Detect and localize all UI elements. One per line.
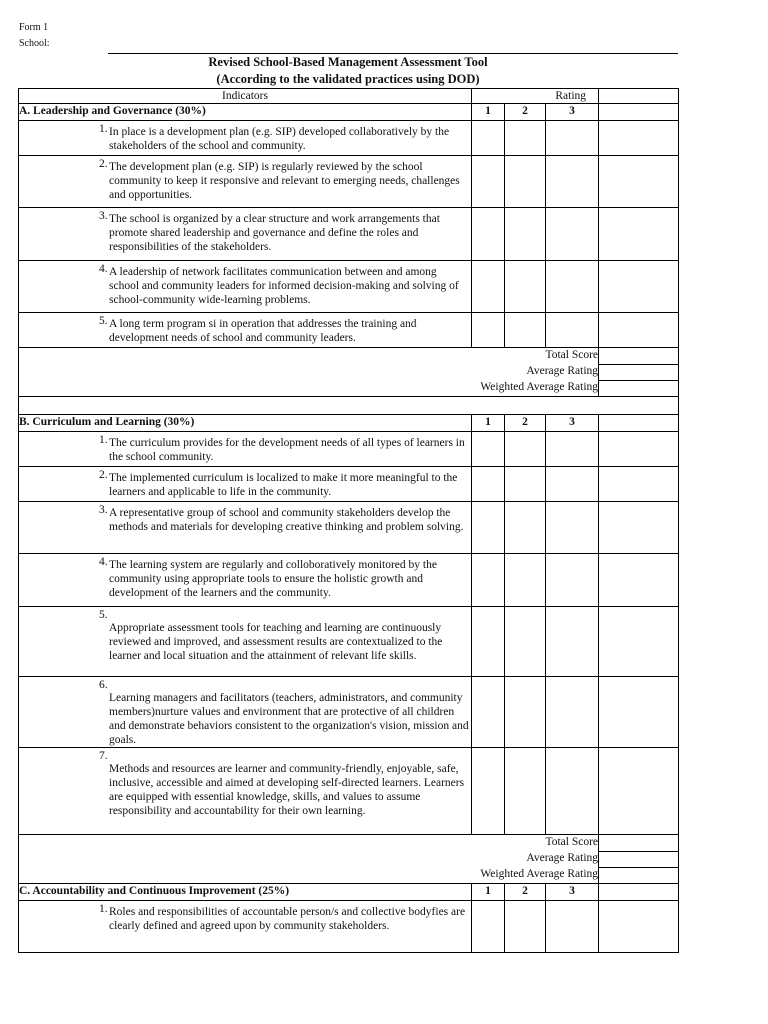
indicator-text: A long term program si in operation that addresses the training and development needs of school and community leaders. (109, 318, 417, 344)
rating-cell[interactable] (546, 261, 599, 313)
average-rating-label: Average Rating (19, 851, 599, 867)
section-row (19, 884, 679, 901)
indicator-number: 4. (99, 556, 108, 568)
indicator-row (19, 432, 679, 467)
indicator-row (19, 901, 679, 953)
indicator-text: Roles and responsibilities of accountable person/s and collective bodyfies are clearly defined and agreed upon by community stakeholders. (109, 906, 466, 932)
school-label: School: (19, 38, 50, 49)
indicator-number: 2. (99, 469, 108, 481)
indicator-number: 1. (99, 903, 108, 915)
indicator-row (19, 261, 679, 313)
indicator-number: 7. (99, 750, 108, 762)
indicator-row (19, 748, 679, 835)
rating-cell[interactable] (505, 748, 546, 835)
indicator-number: 1. (99, 434, 108, 446)
indicator-row (19, 121, 679, 156)
rating-col-3: 3 (546, 415, 599, 432)
assessment-table (18, 88, 679, 953)
indicator-number: 5. (99, 315, 108, 327)
rating-col-1: 1 (472, 104, 505, 121)
indicator-row (19, 467, 679, 502)
rating-cell[interactable] (505, 467, 546, 502)
indicator-number: 3. (99, 504, 108, 516)
indicator-text: Appropriate assessment tools for teaching and learning are continuously reviewed and improved, and assessment results are contextualized to the learner and local situation and the attainment of relevant life skills. (109, 622, 443, 662)
indicator-text: The implemented curriculum is localized to make it more meaningful to the learners and applicable to life in the community. (109, 472, 458, 498)
indicator-text: In place is a development plan (e.g. SIP) developed collaboratively by the stakeholders of the school and community. (109, 126, 450, 152)
rating-cell[interactable] (472, 121, 505, 156)
indicator-number: 3. (99, 210, 108, 222)
rating-cell[interactable] (546, 156, 599, 208)
rating-cell[interactable] (505, 677, 546, 748)
rating-col-1: 1 (472, 884, 505, 901)
rating-cell[interactable] (505, 901, 546, 953)
total-score-value[interactable] (599, 835, 679, 852)
rating-cell[interactable] (546, 677, 599, 748)
rating-cell[interactable] (505, 208, 546, 261)
weighted-average-label: Weighted Average Rating (19, 867, 599, 884)
rating-cell[interactable] (546, 432, 599, 467)
indicator-number: 6. (99, 679, 108, 691)
indicator-row (19, 607, 679, 677)
section-label: C. Accountability and Continuous Improvement (25%) (19, 884, 472, 901)
indicator-row (19, 554, 679, 607)
average-rating-label: Average Rating (19, 364, 599, 380)
rating-cell[interactable] (505, 502, 546, 554)
rating-cell[interactable] (546, 502, 599, 554)
rating-col-3: 3 (546, 104, 599, 121)
rating-col-2: 2 (505, 104, 546, 121)
total-score-row (19, 835, 679, 852)
rating-cell[interactable] (546, 121, 599, 156)
indicator-text: The learning system are regularly and colloboratively monitored by the community using appropriate tools to ensure the holistic growth and development of the learners and the community. (109, 559, 437, 599)
rating-cell[interactable] (505, 156, 546, 208)
rating-cell[interactable] (505, 313, 546, 348)
total-score-label: Total Score (19, 835, 599, 852)
rating-cell[interactable] (505, 432, 546, 467)
rating-cell[interactable] (546, 607, 599, 677)
rating-cell[interactable] (472, 261, 505, 313)
rating-cell[interactable] (505, 261, 546, 313)
rating-cell[interactable] (472, 607, 505, 677)
weighted-average-label: Weighted Average Rating (19, 380, 599, 397)
indicator-number: 4. (99, 263, 108, 275)
rating-col-2: 2 (505, 415, 546, 432)
rating-cell[interactable] (505, 121, 546, 156)
table-header-row (19, 89, 679, 104)
indicator-row (19, 208, 679, 261)
top-rule (108, 53, 678, 54)
total-score-row (19, 348, 679, 365)
indicator-text: Methods and resources are learner and community-friendly, enjoyable, safe, inclusive, accessible and aimed at developing self-directed learners. Learners are equipped with essential knowledge, skills, and values to assume responsibility and accountability for their own learning. (109, 763, 465, 817)
total-score-label: Total Score (19, 348, 599, 365)
rating-cell[interactable] (472, 208, 505, 261)
average-rating-value[interactable] (599, 851, 679, 867)
section-row (19, 415, 679, 432)
indicator-text: The school is organized by a clear structure and work arrangements that promote shared leadership and governance and define the roles and responsibilities of the stakeholders. (109, 213, 440, 253)
rating-cell[interactable] (472, 467, 505, 502)
rating-cell[interactable] (472, 677, 505, 748)
rating-cell[interactable] (546, 748, 599, 835)
average-rating-value[interactable] (599, 364, 679, 380)
indicator-text: A leadership of network facilitates communication between and among school and community leaders for informed decision-making and solving of school-community wide-learning problems. (109, 266, 459, 306)
indicator-text: A representative group of school and community stakeholders develop the methods and materials for developing creative thinking and problem solving. (109, 507, 464, 533)
rating-cell[interactable] (546, 208, 599, 261)
rating-col-3: 3 (546, 884, 599, 901)
rating-col-1: 1 (472, 415, 505, 432)
section-label: A. Leadership and Governance (30%) (19, 104, 472, 121)
rating-cell[interactable] (472, 313, 505, 348)
total-score-value[interactable] (599, 348, 679, 365)
rating-cell[interactable] (472, 554, 505, 607)
rating-cell[interactable] (472, 502, 505, 554)
average-rating-row (19, 364, 679, 380)
rating-col-2: 2 (505, 884, 546, 901)
rating-cell[interactable] (505, 607, 546, 677)
indicator-text: Learning managers and facilitators (teachers, administrators, and community members)nurture values and environment that are protective of all children and demonstrate behaviors consistent to the organization's vision, mission and goals. (109, 692, 469, 746)
rating-cell[interactable] (472, 432, 505, 467)
weighted-average-row (19, 380, 679, 397)
indicator-row (19, 156, 679, 208)
page-title: Revised School-Based Management Assessment Tool (208, 55, 488, 69)
rating-cell[interactable] (472, 901, 505, 953)
rating-header: Rating (472, 89, 599, 104)
rating-cell[interactable] (546, 467, 599, 502)
section-row (19, 104, 679, 121)
indicator-number: 1. (99, 123, 108, 135)
rating-cell[interactable] (472, 156, 505, 208)
rating-cell[interactable] (472, 748, 505, 835)
average-rating-row (19, 851, 679, 867)
rating-cell[interactable] (505, 554, 546, 607)
indicator-row (19, 677, 679, 748)
indicator-text: The development plan (e.g. SIP) is regularly reviewed by the school community to keep it responsive and relevant to emerging needs, challenges and opportunities. (109, 161, 460, 201)
rating-cell[interactable] (546, 901, 599, 953)
indicator-number: 5. (99, 609, 108, 621)
section-label: B. Curriculum and Learning (30%) (19, 415, 472, 432)
form-label: Form 1 (19, 22, 49, 33)
indicator-number: 2. (99, 158, 108, 170)
weighted-average-value[interactable] (599, 867, 679, 884)
spacer-row (19, 397, 679, 415)
indicator-row (19, 502, 679, 554)
indicator-row (19, 313, 679, 348)
indicators-header: Indicators (19, 89, 472, 104)
page-subtitle: (According to the validated practices using DOD) (216, 72, 480, 86)
weighted-average-value[interactable] (599, 380, 679, 397)
rating-cell[interactable] (546, 554, 599, 607)
indicator-text: The curriculum provides for the development needs of all types of learners in the school community. (109, 437, 465, 463)
rating-cell[interactable] (546, 313, 599, 348)
weighted-average-row (19, 867, 679, 884)
